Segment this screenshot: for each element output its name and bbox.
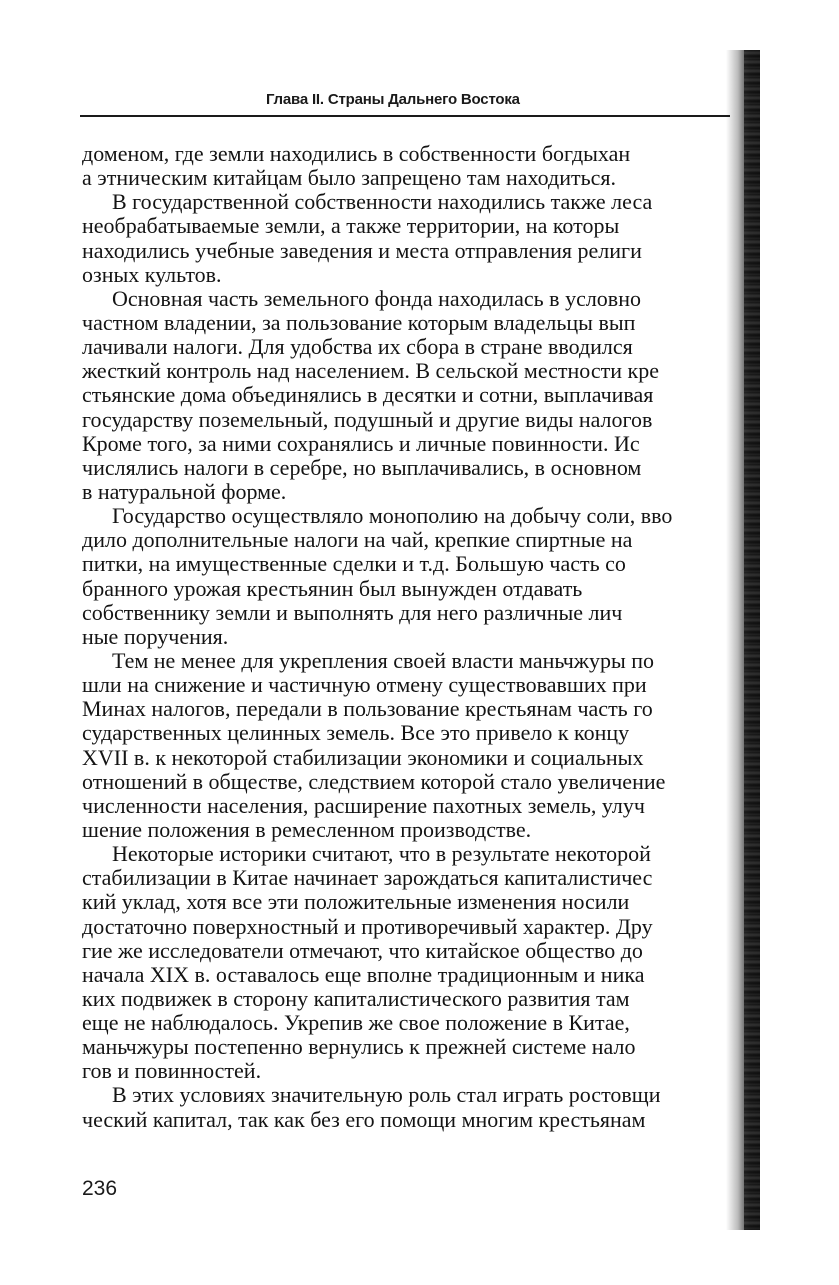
text-line: численности населения, расширение пахотных земель, улуч: [82, 793, 645, 818]
text-line: ких подвижек в сторону капиталистического развития там: [82, 986, 630, 1011]
text-line: достаточно поверхностный и противоречивый характер. Дру: [82, 914, 653, 939]
text-line: шли на снижение и частичную отмену существовавших при: [82, 673, 647, 698]
text-line: питки, на имущественные сделки и т.д. Большую часть со: [82, 552, 626, 577]
text-line: В государственной собственности находились также леса: [112, 190, 653, 215]
text-line: доменом, где земли находились в собственности богдыхан: [82, 142, 631, 166]
text-line: XVII в. к некоторой стабилизации экономики и социальных: [82, 745, 644, 770]
text-line: стабилизации в Китае начинает зарождаться капиталистичес: [82, 866, 653, 891]
text-line: сударственных целинных земель. Все это привело к концу: [82, 721, 630, 746]
text-line: Некоторые историки считают, что в результате некоторой: [112, 842, 651, 867]
text-line: гие же исследователи отмечают, что китайское общество до: [82, 938, 643, 963]
text-line: Кроме того, за ними сохранялись и личные повинности. Ис: [82, 431, 640, 456]
text-line: жесткий контроль над населением. В сельской местности кре: [82, 359, 659, 384]
text-line: государству поземельный, подушный и другие виды налогов: [82, 407, 653, 432]
text-line: озных культов.: [82, 262, 222, 287]
text-line: в натуральной форме.: [82, 479, 287, 504]
text-line: еще не наблюдалось. Укрепив же свое положение в Китае,: [82, 1011, 630, 1036]
text-line: ные поручения.: [82, 624, 229, 649]
text-line: а этническим китайцам было запрещено там находиться.: [82, 166, 617, 191]
text-line: числялись налоги в серебре, но выплачивались, в основном: [82, 455, 642, 480]
text-line: лачивали налоги. Для удобства их сбора в стране вводился: [82, 335, 633, 360]
text-line: кий уклад, хотя все эти положительные изменения носили: [82, 890, 630, 915]
text-line: стьянские дома объединялись в десятки и сотни, выплачивая: [82, 383, 654, 408]
text-line: собственнику земли и выполнять для него различные лич: [82, 600, 623, 625]
text-line: маньчжуры постепенно вернулись к прежней системе нало: [82, 1035, 636, 1060]
text-line: В этих условиях значительную роль стал играть ростовщи: [112, 1083, 661, 1108]
body-text: [82, 142, 738, 1162]
header-rule: [80, 115, 730, 117]
text-line: находились учебные заведения и места отправления религи: [82, 238, 642, 263]
text-line: Тем не менее для укрепления своей власти маньчжуры по: [112, 648, 655, 673]
text-line: дило дополнительные налоги на чай, крепкие спиртные на: [82, 528, 633, 553]
text-line: необрабатываемые земли, а также территории, на которы: [82, 214, 620, 239]
text-line: отношений в обществе, следствием которой стало увеличение: [82, 769, 666, 794]
text-line: Государство осуществляло монополию на добычу соли, вво: [112, 504, 673, 529]
text-line: ческий капитал, так как без его помощи многим крестьянам: [82, 1107, 646, 1132]
text-line: начала XIX в. оставалось еще вполне традиционным и ника: [82, 962, 645, 987]
text-line: шение положения в ремесленном производстве.: [82, 817, 532, 842]
page-number: 236: [82, 1177, 118, 1200]
running-head: Глава II. Страны Дальнего Востока: [266, 91, 520, 108]
text-line: Основная часть земельного фонда находилась в условно: [112, 286, 641, 311]
text-line: гов и повинностей.: [82, 1059, 262, 1084]
text-line: бранного урожая крестьянин был вынужден отдавать: [82, 576, 583, 601]
text-line: частном владении, за пользование которым владельцы вып: [82, 310, 636, 335]
text-line: Минах налогов, передали в пользование крестьянам часть го: [82, 697, 653, 722]
